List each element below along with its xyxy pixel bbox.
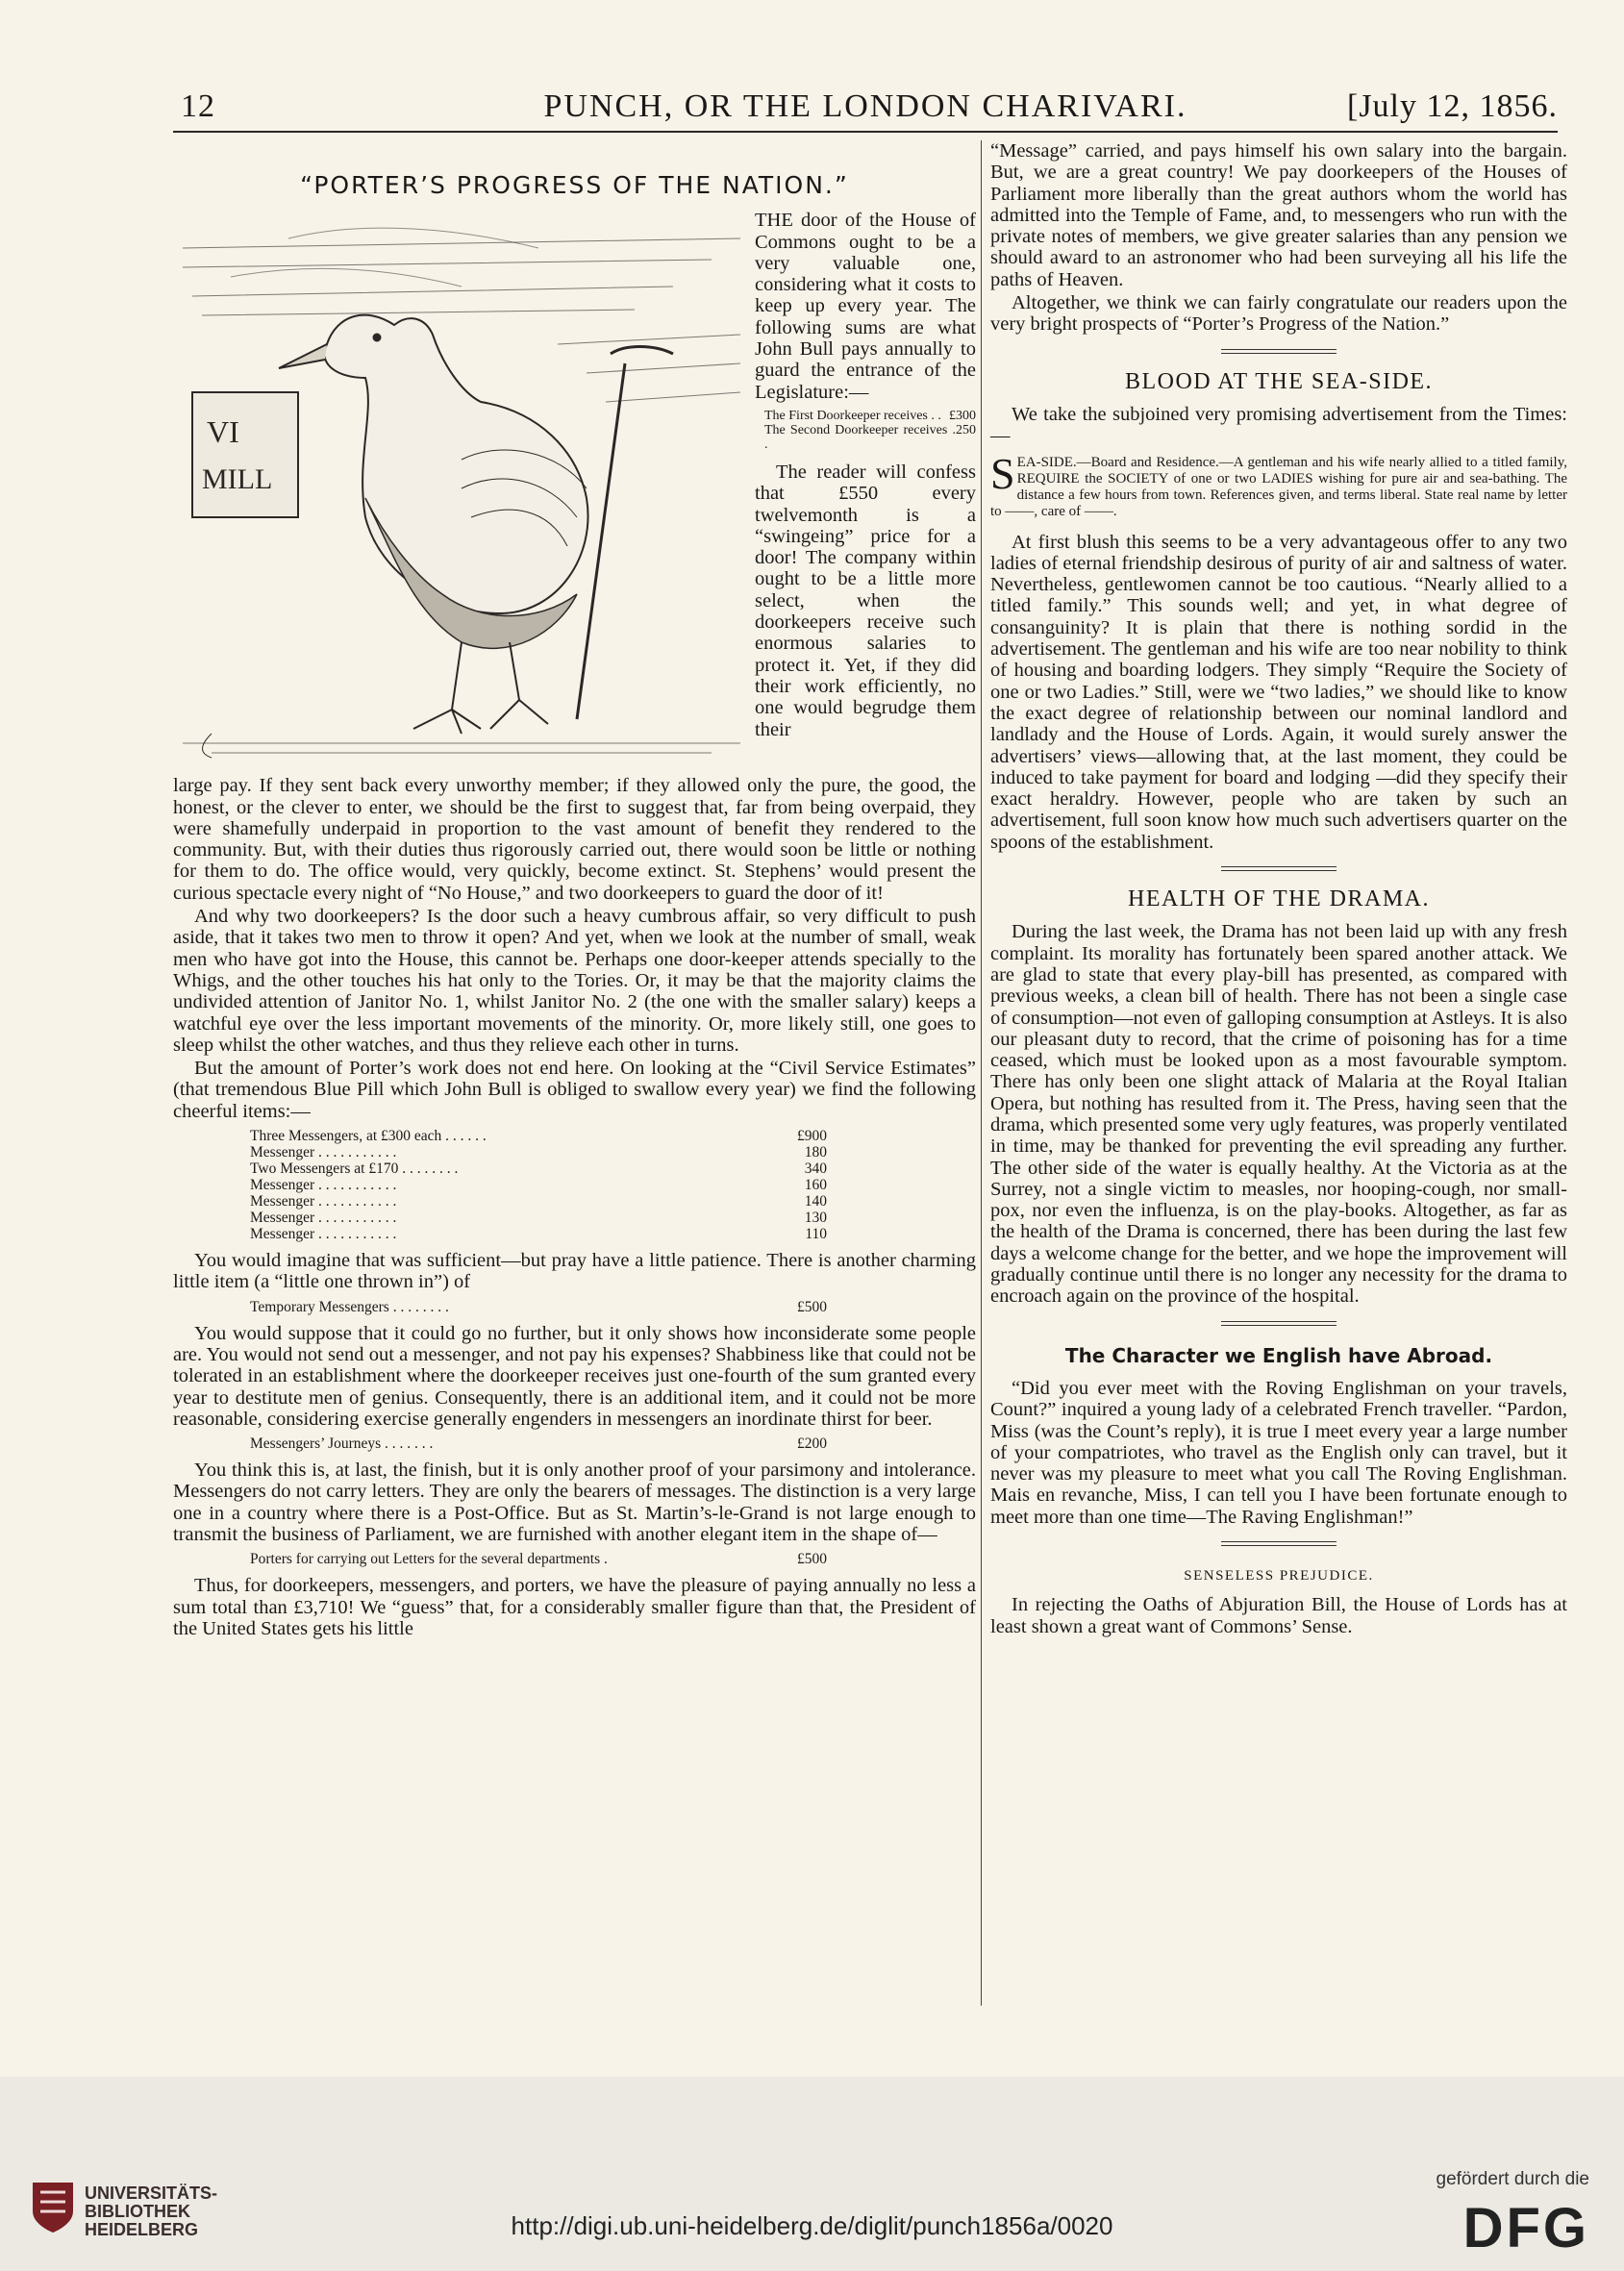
continuation-paragraph: “Message” carried, and pays himself his own salary into the bargain. But, we are a great country! We pay doorkeepers of the Houses of Parliament more liberally than the great authors whom the world has admitted into the Temple of Fame, and, to messengers who run with the private notes of members, we give greater salaries than any pension we should award to an astronomer who had been surveying all his life the paths of Heaven. — [990, 140, 1567, 290]
illustration-block — [173, 210, 976, 775]
column-divider — [981, 140, 982, 2006]
ledger-row: The Second Doorkeeper receives . . 250 — [764, 422, 976, 452]
blood-paragraph: At first blush this seems to be a very advantageous offer to any two ladies of eternal friendship desirous of purity of air and saltness of water. Nevertheless, gentlewomen cannot be too cautious. “Nearly allied to a titled family.” This sounds well; and yet, in what degree of consanguinity? It is plain that there is nothing sordid in the advertisement. The gentleman and his wife are too near nobility to think of housing and boarding lodgers. They simply “Require the Society of one or two Ladies.” Still, were we “two ladies,” we should like to know the exact degree of relationship between our nominal landlord and landlady and the House of Lords. Again, it would surely answer the advertisers’ views—allowing that, at the last moment, they could be induced to take payment for board and lodging —did they specify their exact heraldry. However, people who are taken by such an advertisement, full soon know how much such advertisers quarter on the spoons of the establishment. — [990, 531, 1567, 853]
doorkeeper-ledger — [764, 409, 976, 452]
svg-text:VI: VI — [207, 414, 239, 450]
section-title-blood: BLOOD AT THE SEA-SIDE. — [1124, 368, 1434, 394]
article-title: “PORTER’S PROGRESS OF THE NATION.” — [300, 171, 849, 199]
body-paragraph: You would imagine that was sufficient—but pray have a little patience. There is another charming little item (a “little one thrown in”) of — [173, 1250, 976, 1293]
blood-intro: We take the subjoined very promising advertisement from the Times:— — [990, 403, 1567, 447]
continuation-paragraph: Altogether, we think we can fairly congratulate our readers upon the very bright prospects of “Porter’s Progress of the Nation.” — [990, 292, 1567, 336]
masthead-title: PUNCH, OR THE LONDON CHARIVARI. — [543, 88, 1187, 124]
dfg-logo: DFG — [1462, 2197, 1589, 2259]
ledger-row: Temporary Messengers . . . . . . . . £500 — [250, 1298, 827, 1315]
section-divider — [1221, 866, 1337, 871]
ledger-row: Two Messengers at £170 . . . . . . . . 340 — [250, 1160, 827, 1178]
ledger-row: The First Doorkeeper receives . . £300 — [764, 408, 976, 423]
beside-paragraph: The reader will confess that £550 every twelvemonth is a “swingeing” price for a door! The company within ought to be a little more select, when the doorkeepers receive such enormous salaries to protect it. Yet, if they did their work efficiently, no one would begrudge them their — [755, 461, 976, 740]
body-paragraph: large pay. If they sent back every unworthy member; if they allowed only the pure, the good, the honest, or the clever to enter, we should be the first to suggest that, far from being overpaid, they were shamefully underpaid in proportion to the vast amount of benefit they rendered to the community. But, with their duties thus rigorously carried out, there would soon be little or nothing for them to do. The office would, very quickly, become extinct. St. Stephens’ would present the curious spectacle every night of “No House,” and two doorkeepers to guard the door of it! — [173, 775, 976, 904]
ledger-row: Messenger . . . . . . . . . . . 130 — [250, 1210, 827, 1227]
body-paragraph: But the amount of Porter’s work does not end here. On looking at the “Civil Service Estimates” (that tremendous Blue Pill which John Bull is obliged to swallow every year) we find the following cheerful items:— — [173, 1058, 976, 1122]
ledger-row: Messenger . . . . . . . . . . . 160 — [250, 1177, 827, 1194]
svg-text:MILL: MILL — [202, 463, 273, 496]
library-name: UNIVERSITÄTS- BIBLIOTHEK HEIDELBERG — [85, 2184, 218, 2239]
messengers-ledger — [250, 1128, 827, 1242]
viewer-footer — [0, 2077, 1624, 2271]
body-paragraph: You think this is, at last, the finish, but it is only another proof of your parsimony and intolerance. Messengers do not carry letters. They are only the bearers of messages. The distinction is a very large one in a country where there is a Post-Office. But as St. Martin’s-le-Grand is not large enough to transmit the business of Parliament, we are furnished with another elegant item in the shape of— — [173, 1460, 976, 1546]
drama-paragraph: During the last week, the Drama has not been laid up with any fresh complaint. Its morality has fortunately been spared another attack. We are glad to state that every play-bill has presented, as compared with previous weeks, a clean bill of health. There has not been a single case of consumption—not even of galloping consumption at Astleys. It is also our pleasant duty to record, that the crime of poisoning has for a time ceased, which must be looked upon as a most favourable symptom. There has only been one slight attack of Malaria at the Royal Italian Opera, but nothing has resulted from it. The Press, having seen that the drama, which presented some very ugly features, was properly ventilated in time, may be thanked for preventing the evil spreading any further. The other side of the water is equally healthy. At the Victoria as at the Surrey, not a single victim to measles, nor hooping-cough, nor small-pox, nor even the influenza, is on the play-books. Altogether, as far as the health of the Drama is concerned, there has been during the last few days a welcome change for the better, and we hope the improvement will gradually continue until there is no longer any necessity for the drama to encroach again on the province of the hospital. — [990, 921, 1567, 1308]
left-column — [173, 140, 976, 1641]
ledger-row: Three Messengers, at £300 each . . . . . . £900 — [250, 1128, 827, 1145]
section-divider — [1221, 1541, 1337, 1546]
section-divider — [1221, 349, 1337, 354]
advertisement-quote: SEA-SIDE.—Board and Residence.—A gentleman and his wife nearly allied to a titled family, REQUIRE the SOCIETY of one or two LADIES wishing for pure air and sea-bathing. The distance a few hours from town. References given, and terms liberal. State real name by letter to ——, care of ——. — [990, 448, 1567, 519]
source-url-link[interactable]: http://digi.ub.uni-heidelberg.de/diglit/punch1856a/0020 — [511, 2211, 1113, 2240]
drop-cap: S — [990, 448, 1015, 498]
section-title-drama: HEALTH OF THE DRAMA. — [1127, 886, 1430, 912]
body-paragraph: You would suppose that it could go no further, but it only shows how inconsiderate some people are. You would not send out a messenger, and not pay his expenses? Shabbiness like that could not be tolerated in an establishment where the doorkeeper receives just one-fourth of the sum granted every year to destitute men of genius. Consequently, there is an additional item, and it could not be more reasonable, considering exercise generally engenders in messengers an inordinate thirst for beer. — [173, 1322, 976, 1430]
body-paragraph: And why two doorkeepers? Is the door such a heavy cumbrous affair, so very difficult to push aside, that it takes two men to throw it open? And yet, when we look at the number of small, weak men who have got into the House, this cannot be. Perhaps one door-keeper attends specially to the Whigs, and the other touches his hat only to the Tories. Or, it may be that the majority claims the undivided attention of Janitor No. 1, whilst Janitor No. 2 (the one with the smaller salary) keeps a watchful eye over the less important movements of the minority. Or, more likely still, one goes to sleep whilst the other watches, and thus they relieve each other in turns. — [173, 906, 976, 1056]
issue-date: [July 12, 1856. — [1347, 88, 1558, 124]
ledger-row: Messengers’ Journeys . . . . . . . £200 — [250, 1435, 827, 1453]
section-title-character: The Character we English have Abroad. — [1064, 1343, 1493, 1367]
body-paragraph: Thus, for doorkeepers, messengers, and porters, we have the pleasure of paying annually no less a sum total than £3,710! We “guess” that, for a considerably smaller figure than that, the President of the United States gets his little — [173, 1575, 976, 1639]
ledger-row: Porters for carrying out Letters for the several departments . £500 — [250, 1551, 827, 1568]
character-paragraph: “Did you ever meet with the Roving Englishman on your travels, Count?” inquired a young lady of a celebrated French traveller. “Pardon, Miss (was the Count’s reply), it is true I meet every year a large number of your compatriotes, who travel as the English only can travel, but it never was my pleasure to meet what you call The Roving Englishman. Mais en revanche, Miss, I can tell you I have been fortunate enough to meet more than one time—The Raving Englishman!” — [990, 1377, 1567, 1528]
goose-porter-illustration — [173, 210, 750, 767]
ledger-row: Messenger . . . . . . . . . . . 140 — [250, 1193, 827, 1210]
page-number: 12 — [181, 88, 215, 124]
ledger-row: Messenger . . . . . . . . . . . 180 — [250, 1144, 827, 1161]
intro-paragraph: THE door of the House of Commons ought to be a very valuable one, considering what it costs to keep up every year. The following sums are what John Bull pays annually to guard the entrance of the Legislature:— — [755, 210, 976, 403]
temporary-ledger — [250, 1299, 827, 1315]
porters-ledger — [250, 1551, 827, 1567]
senseless-paragraph: In rejecting the Oaths of Abjuration Bill, the House of Lords has at least shown a great want of Commons’ Sense. — [990, 1594, 1567, 1637]
section-title-senseless: SENSELESS PREJUDICE. — [1184, 1568, 1374, 1585]
section-divider — [1221, 1321, 1337, 1326]
ledger-row: Messenger . . . . . . . . . . . 110 — [250, 1226, 827, 1243]
page-header — [173, 88, 1558, 133]
journeys-ledger — [250, 1435, 827, 1452]
right-column — [990, 140, 1567, 1639]
funding-note: gefördert durch die — [1436, 2169, 1589, 2189]
intro-text — [755, 210, 976, 742]
